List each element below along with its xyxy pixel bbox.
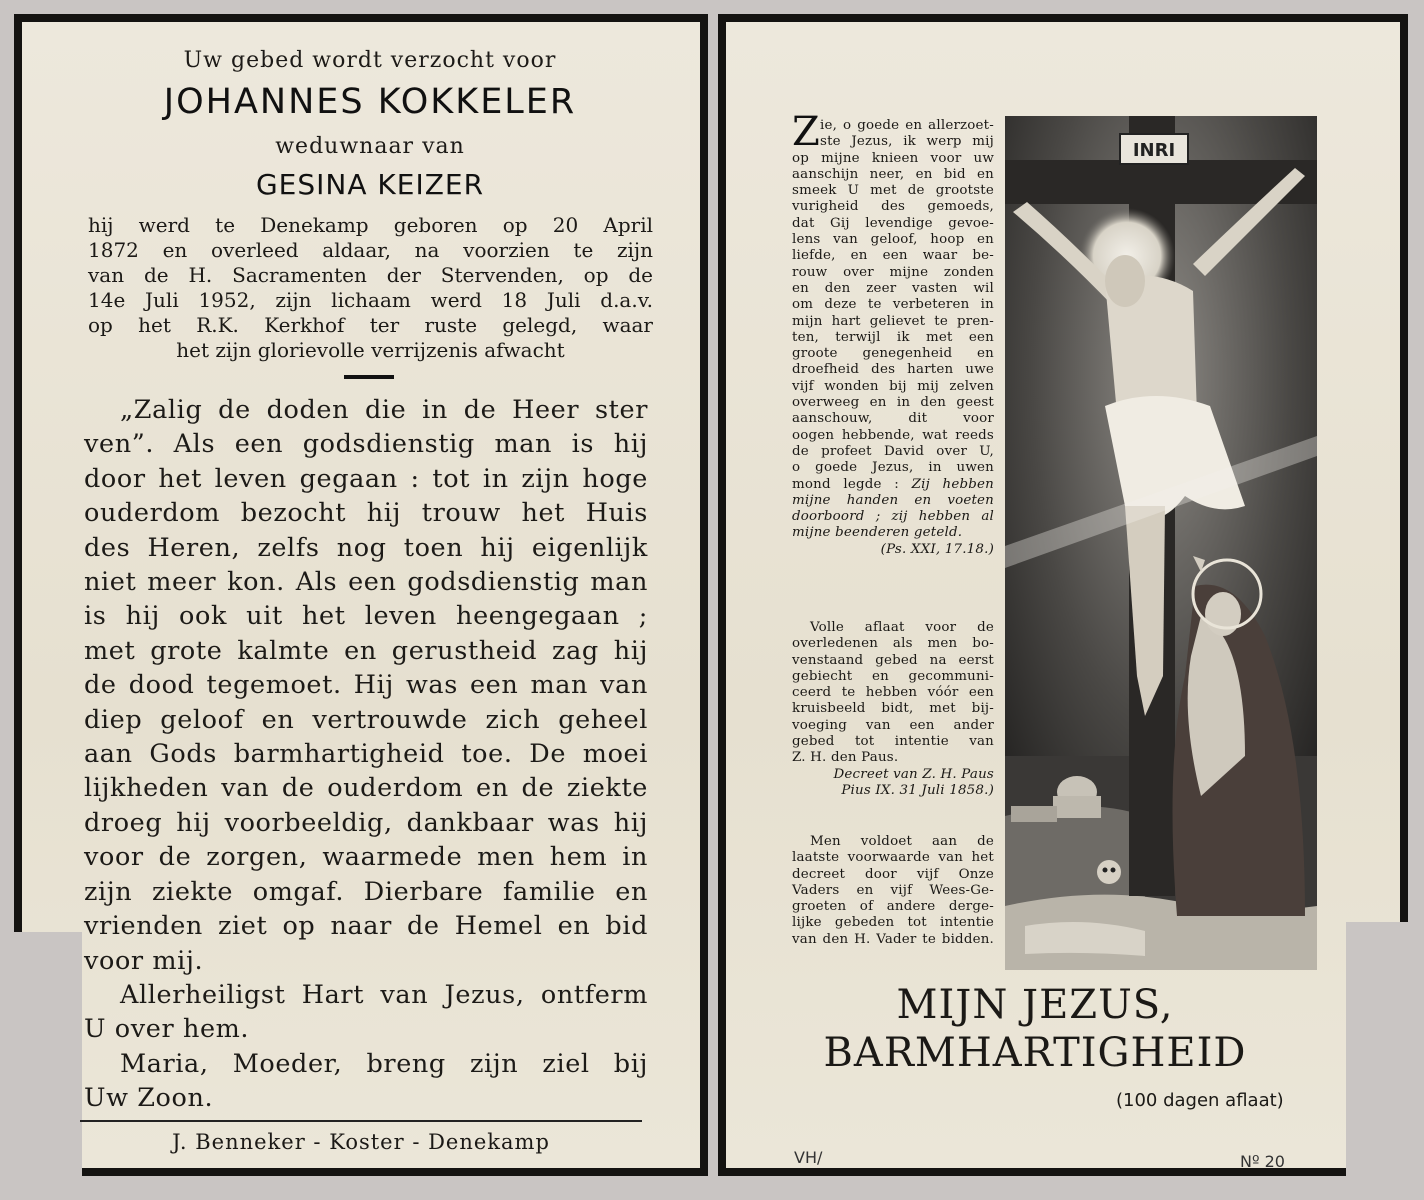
invocation-line: Maria, Moeder, breng zijn ziel bij — [120, 1048, 648, 1079]
eulogy-line: des Heren, zelfs nog toen hij eigenlijk — [84, 532, 648, 563]
eulogy-line: door het leven gegaan : tot in zijn hoge — [84, 463, 648, 494]
bio-line: 1872 en overleed aldaar, na voorzien te zijn — [88, 238, 653, 262]
quote-line: mijne handen en voeten — [792, 492, 994, 508]
indulgence-line: Z. H. den Paus. — [792, 750, 899, 766]
eulogy-line: zijn ziekte omgaf. Dierbare familie en — [84, 876, 648, 907]
prayer-line: ten, terwijl ik met een — [792, 329, 994, 345]
eulogy-line: „Zalig de doden die in de Heer ster — [120, 395, 648, 425]
prayer-line: aanschouw, dit voor — [792, 411, 994, 427]
eulogy-line: voor mij. — [84, 945, 204, 976]
condition-text — [792, 834, 994, 948]
prayer-first-line-box — [820, 118, 994, 151]
bio-line: het zijn glorievolle verrijzenis afwacht — [176, 338, 565, 362]
indulgence-line: overledenen als men bo- — [792, 636, 994, 652]
prayer-line: vijf wonden bij mij zelven — [792, 378, 994, 394]
quote-line: doorboord ; zij hebben al — [792, 509, 994, 525]
prayer-line: vurigheid des gemoeds, — [792, 199, 994, 215]
prayer-line: smeek U met de grootste — [792, 183, 994, 199]
prayer-line: om deze te verbeteren in — [792, 297, 994, 313]
condition-line: Men voldoet aan de — [810, 834, 994, 849]
footer-rule — [80, 1120, 642, 1122]
divider-rule — [344, 375, 394, 379]
prayer-dropcap: Z — [792, 109, 820, 155]
crucifixion-illustration — [1005, 116, 1317, 970]
eulogy-line: vrienden ziet op naar de Hemel en bid — [84, 911, 648, 942]
bio-line: van de H. Sacramenten der Stervenden, op de — [88, 263, 653, 287]
prayer-line: op mijne knieen voor uw — [792, 150, 994, 166]
indulgence-line: kruisbeeld bidt, met bij- — [792, 701, 994, 717]
prayer-line: de profeet David over U, — [792, 443, 994, 459]
prayer-title-line1: MIJN JEZUS, — [896, 982, 1174, 1028]
eulogy-line: aan Gods barmhartigheid toe. De moei — [84, 739, 648, 770]
deceased-name: JOHANNES KOKKELER — [163, 82, 577, 122]
prayer-line: ste Jezus, ik werp mij — [820, 134, 994, 150]
quote-text: Zij hebben — [911, 476, 994, 492]
prayer-line: groote genegenheid en — [792, 346, 994, 362]
prayer-line: aanschijn neer, en bid en — [792, 166, 994, 182]
eulogy-text — [84, 393, 648, 1116]
eulogy-line: niet meer kon. Als een godsdienstig man — [84, 567, 648, 598]
prayer-line: oogen hebbende, wat reeds — [792, 427, 994, 443]
bio-line: hij werd te Denekamp geboren op 20 April — [88, 213, 653, 237]
invocation-line: Uw Zoon. — [84, 1083, 214, 1114]
crucifixion-image — [1005, 116, 1317, 970]
invocation-line: U over hem. — [84, 1014, 250, 1045]
prayer-line: ie, o goede en allerzoet- — [820, 118, 994, 133]
indulgence-line: voeging van een ander — [792, 717, 994, 733]
eulogy-line: de dood tegemoet. Hij was een man van — [84, 670, 648, 701]
quote-lead: mond legde : — [792, 476, 899, 492]
eulogy-line: lijkheden van de ouderdom en de ziekte — [84, 773, 648, 804]
intro-text: Uw gebed wordt verzocht voor — [183, 48, 557, 73]
invocation-line: Allerheiligst Hart van Jezus, ontferm — [120, 979, 648, 1010]
decree-line: Pius IX. 31 Juli 1858.) — [841, 782, 994, 798]
relation-text: weduwnaar van — [275, 134, 465, 159]
printer-credit: J. Benneker - Koster - Denekamp — [172, 1130, 550, 1154]
indulgence-text — [792, 620, 994, 799]
condition-line: van den H. Vader te bidden. — [792, 931, 994, 947]
prayer-line: o goede Jezus, in uwen — [792, 460, 994, 476]
condition-line: Vaders en vijf Wees-Ge- — [792, 882, 994, 898]
torn-corner — [1346, 922, 1408, 1184]
indulgence-line: venstaand gebed na eerst — [792, 652, 994, 668]
indulgence-line: ceerd te hebben vóór een — [792, 685, 994, 701]
quote-line: mijne beenderen geteld. — [792, 525, 963, 541]
condition-line: decreet door vijf Onze — [792, 866, 994, 882]
quote-line — [792, 477, 994, 493]
eulogy-line: met grote kalmte en gerustheid zag hij — [84, 635, 648, 666]
bio-line: op het R.K. Kerkhof ter ruste gelegd, waar — [88, 313, 653, 337]
prayer-line: droefheid des harten uwe — [792, 362, 994, 378]
condition-line: groeten of andere derge- — [792, 899, 994, 915]
spouse-name: GESINA KEIZER — [255, 168, 485, 201]
eulogy-line: ven”. Als een godsdienstig man is hij — [84, 429, 648, 460]
print-mark-right: Nº 20 — [1240, 1152, 1285, 1171]
eulogy-line: diep geloof en vertrouwde zich geheel — [84, 704, 648, 735]
prayer-line: mijn hart gelievet te pren- — [792, 313, 994, 329]
prayer-line: lens van geloof, hoop en — [792, 232, 994, 248]
prayer-line: dat Gij levendige gevoe- — [792, 215, 994, 231]
eulogy-line: is hij ook uit het leven heengegaan ; — [84, 601, 648, 632]
indulgence-line: gebed tot intentie van — [792, 734, 994, 750]
prayer-title-line2: BARMHARTIGHEID — [823, 1030, 1247, 1076]
indulgence-note: (100 dagen aflaat) — [1116, 1090, 1284, 1111]
condition-line: laatste voorwaarde van het — [792, 850, 994, 866]
prayer-line: en den zeer vasten wil — [792, 280, 994, 296]
prayer-line: rouw over mijne zonden — [792, 264, 994, 280]
decree-line: Decreet van Z. H. Paus — [833, 766, 994, 782]
indulgence-line: gebiecht en gecommuni- — [792, 668, 994, 684]
condition-line: lijke gebeden tot intentie — [792, 915, 994, 931]
print-mark-left: VH/ — [794, 1148, 823, 1167]
indulgence-line: Volle aflaat voor de — [810, 620, 994, 635]
bio-line: 14e Juli 1952, zijn lichaam werd 18 Juli d.a.v. — [88, 288, 653, 312]
prayer-text — [792, 151, 994, 558]
torn-corner — [14, 932, 82, 1194]
eulogy-line: droeg hij voorbeeldig, dankbaar was hij — [84, 807, 648, 838]
eulogy-line: ouderdom bezocht hij trouw het Huis — [84, 498, 648, 529]
eulogy-line: voor de zorgen, waarmede men hem in — [84, 842, 648, 873]
cross-inscription: INRI — [1132, 140, 1176, 161]
biography — [88, 213, 653, 363]
prayer-line: liefde, en een waar be- — [792, 248, 994, 264]
prayer-line: overweeg en in den geest — [792, 395, 994, 411]
quote-reference: (Ps. XXI, 17.18.) — [880, 541, 994, 557]
